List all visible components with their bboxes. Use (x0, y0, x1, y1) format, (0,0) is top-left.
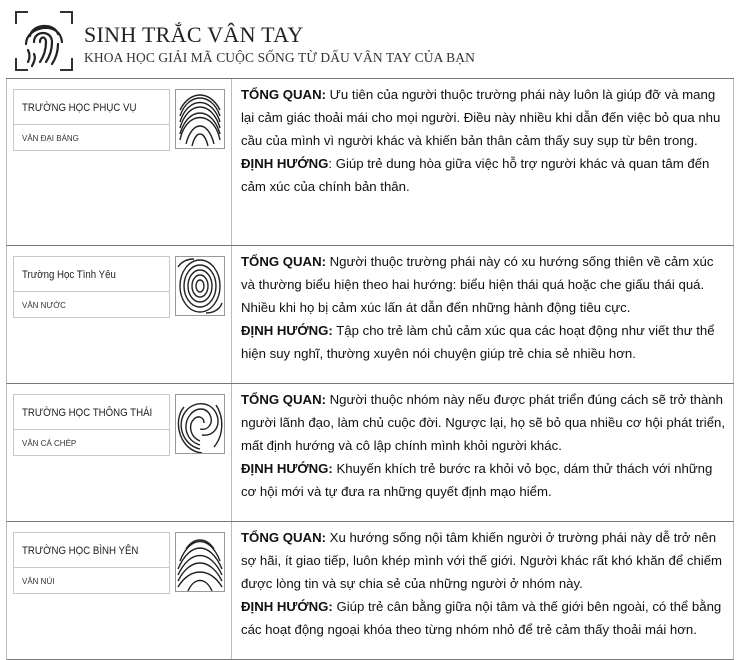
overview-text: Người thuộc trường phái này có xu hướng sống thiên về cảm xúc và thường biểu hiện theo hai hướng: biểu hiện thái quá hoặc che giấu thái quá. Nhiều khi họ bị cảm xúc lấn át dẫn đến những hành động tiêu cực. (241, 254, 714, 315)
fingerprint-logo-icon (14, 10, 74, 72)
overview-text: Người thuộc nhóm này nếu được phát triển đúng cách sẽ trở thành người lãnh đạo, làm chủ cuộc đời. Ngược lại, họ sẽ bỏ qua nhiều cơ hội phát triển, mất định hướng và cô lập chính mình khỏi người khác. (241, 392, 726, 453)
orientation-label: ĐỊNH HƯỚNG (241, 156, 329, 171)
orientation-label: ĐỊNH HƯỚNG: (241, 599, 333, 614)
row-description (237, 79, 733, 204)
overview-text: Xu hướng sống nội tâm khiến người ở trường phái này dễ trở nên sợ hãi, ít giao tiếp, luôn khép mình với thế giới. Người khác rất khó khăn để chiếm được lòng tin và sự chia sẻ của những người ở nhóm này. (241, 530, 723, 591)
row-label-cell (7, 384, 232, 521)
school-card (13, 256, 170, 318)
row-label-cell (7, 522, 232, 659)
fingerprint-type: VÂN NÚI (22, 577, 55, 586)
orientation-text: Khuyến khích trẻ bước ra khỏi vỏ bọc, dám thử thách với những cơ hội mới và tự đưa ra những quyết định mạo hiểm. (241, 461, 713, 499)
overview-label: TỔNG QUAN: (241, 254, 326, 269)
row-label-cell (7, 246, 232, 383)
orientation-text: Giúp trẻ cân bằng giữa nội tâm và thế giới bên ngoài, có thể bằng các hoạt động ngoại khóa theo từng nhóm nhỏ để trẻ cảm thấy thoải mái hơn. (241, 599, 722, 637)
school-card (13, 532, 170, 594)
overview-label: TỔNG QUAN: (241, 530, 326, 545)
school-card (13, 394, 170, 456)
row-label-cell (7, 79, 232, 245)
orientation-label: ĐỊNH HƯỚNG: (241, 461, 333, 476)
orientation-label: ĐỊNH HƯỚNG: (241, 323, 333, 338)
fingerprint-icon (175, 394, 225, 454)
brand-title: SINH TRẮC VÂN TAY (84, 22, 304, 47)
row-description (237, 522, 733, 647)
fingerprint-type: VÂN ĐẠI BÀNG (22, 134, 79, 143)
school-name: Trường Học Tình Yêu (22, 269, 116, 281)
table-row (6, 522, 734, 660)
table-row (6, 79, 734, 246)
school-card (13, 89, 170, 151)
fingerprint-icon (175, 532, 225, 592)
school-name: TRƯỜNG HỌC PHỤC VỤ (22, 102, 137, 114)
table-row (6, 384, 734, 522)
header (14, 8, 734, 74)
school-name: TRƯỜNG HỌC THÔNG THÁI (22, 407, 153, 419)
orientation-text: Tập cho trẻ làm chủ cảm xúc qua các hoạt động như viết thư thể hiện suy nghĩ, thường xuyên nói chuyện giúp trẻ chia sẻ nhiều hơn. (241, 323, 715, 361)
overview-label: TỔNG QUAN: (241, 392, 326, 407)
row-description (237, 246, 733, 371)
overview-label: TỔNG QUAN: (241, 87, 326, 102)
school-name: TRƯỜNG HỌC BÌNH YÊN (22, 545, 139, 557)
table-row (6, 246, 734, 384)
fingerprint-icon (175, 256, 225, 316)
brand-subtitle: KHOA HỌC GIẢI MÃ CUỘC SỐNG TỪ DẤU VÂN TAY CỦA BẠN (84, 50, 475, 65)
fingerprint-type: VÂN CÁ CHÉP (22, 439, 77, 448)
orientation-text: : Giúp trẻ dung hòa giữa việc hỗ trợ người khác và quan tâm đến cảm xúc của chính bản thân. (241, 156, 710, 194)
overview-text: Ưu tiên của người thuộc trường phái này luôn là giúp đỡ và mang lại cảm giác thoải mái cho mọi người. Điều này nhiều khi dẫn đến việc bỏ qua nhu cầu của mình vì người khác và khiến bản thân cảm thấy suy sụp từ bên trong. (241, 87, 721, 148)
fingerprint-type: VÂN NƯỚC (22, 301, 66, 310)
content-table (6, 78, 734, 660)
row-description (237, 384, 733, 509)
fingerprint-icon (175, 89, 225, 149)
